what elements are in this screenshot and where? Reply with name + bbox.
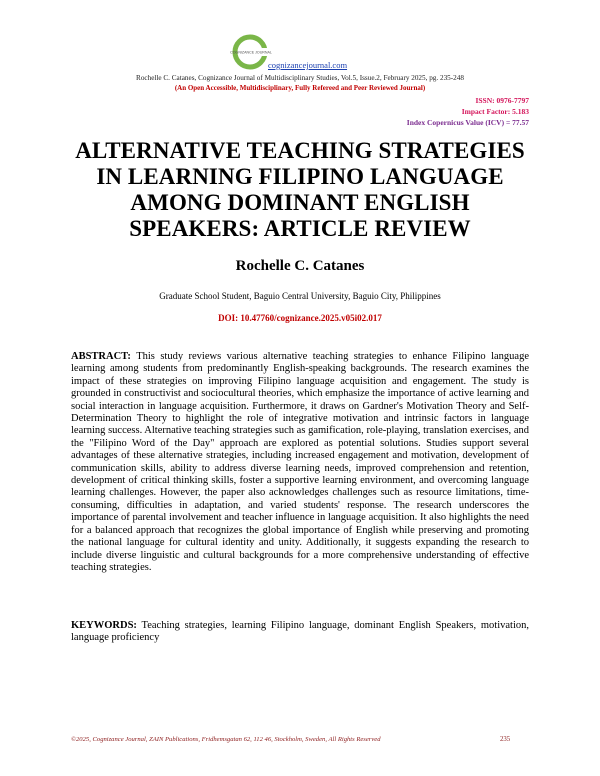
impact-factor: Impact Factor: 5.183 <box>461 107 529 116</box>
keywords <box>71 620 529 645</box>
author-name: Rochelle C. Catanes <box>235 258 365 274</box>
doi[interactable]: DOI: 10.47760/cognizance.2025.v05i02.017 <box>218 313 382 323</box>
title-line: ALTERNATIVE TEACHING STRATEGIES <box>75 138 525 163</box>
author-affiliation: Graduate School Student, Baguio Central University, Baguio City, Philippines <box>159 291 441 301</box>
journal-citation: Rochelle C. Catanes, Cognizance Journal of Multidisciplinary Studies, Vol.5, Issue.2, February 2025, pg. 235-248 <box>136 74 464 82</box>
page-number: 235 <box>500 736 511 743</box>
title-line: IN LEARNING FILIPINO LANGUAGE <box>96 164 504 189</box>
footer-copyright: ©2025, Cognizance Journal, ZAIN Publications, Fridhemsgatan 62, 112 46, Stockholm, Sweden, All Rights Reserved <box>71 736 381 743</box>
title-line: SPEAKERS: ARTICLE REVIEW <box>129 216 471 241</box>
abstract <box>71 351 529 574</box>
issn: ISSN: 0976-7797 <box>475 96 529 105</box>
open-access-note: (An Open Accessible, Multidisciplinary, Fully Refereed and Peer Reviewed Journal) <box>174 84 426 92</box>
journal-website-link[interactable]: cognizancejournal.com <box>268 60 348 70</box>
article-title <box>40 138 560 242</box>
abstract-text: This study reviews various alternative teaching strategies to enhance Filipino language learning among students from predominantly English-speaking backgrounds. The research examines the impact of these strategies on improving Filipino language acquisition and engagement. The study is grounded in constructivist and sociocultural theories, which emphasize the importance of active learning and social interaction in language acquisition. Furthermore, it draws on Gardner's Motivation Theory and Self-Determination Theory to highlight the role of integrative motivation and intrinsic factors in language learning success. Alternative teaching strategies such as gamification, role-playing, translation exercises, and the "Filipino Word of the Day" approach are explored as potential solutions. Studies support several advantages of these alternative strategies, including increased engagement and motivation, development of communication skills, ability to address diverse learning needs, improved comprehension and retention, development of critical thinking skills, foster a supportive learning environment, and overcoming language learning challenges. However, the paper also acknowledges challenges such as resource limitations, time-consuming, difficulties in adaptation, and varied students' response. The research underscores the importance of parental involvement and teacher influence in language acquisition. It also highlights the need for a balanced approach that recognizes the global importance of English while preserving and promoting the national language for cultural identity and unity. Additionally, it suggests expanding the research to include diverse linguistic and cultural backgrounds for a more comprehensive understanding of effective teaching strategies. <box>71 351 530 573</box>
logo-text: COGNIZANCE JOURNAL <box>230 50 272 55</box>
index-copernicus-value: Index Copernicus Value (ICV) = 77.57 <box>406 118 529 127</box>
title-line: AMONG DOMINANT ENGLISH <box>130 190 470 215</box>
keywords-text: Teaching strategies, learning Filipino language, dominant English Speakers, motivation, language proficiency <box>71 620 530 644</box>
abstract-label: ABSTRACT: <box>71 351 131 362</box>
keywords-label: KEYWORDS: <box>71 620 137 631</box>
journal-logo-icon <box>230 34 272 70</box>
